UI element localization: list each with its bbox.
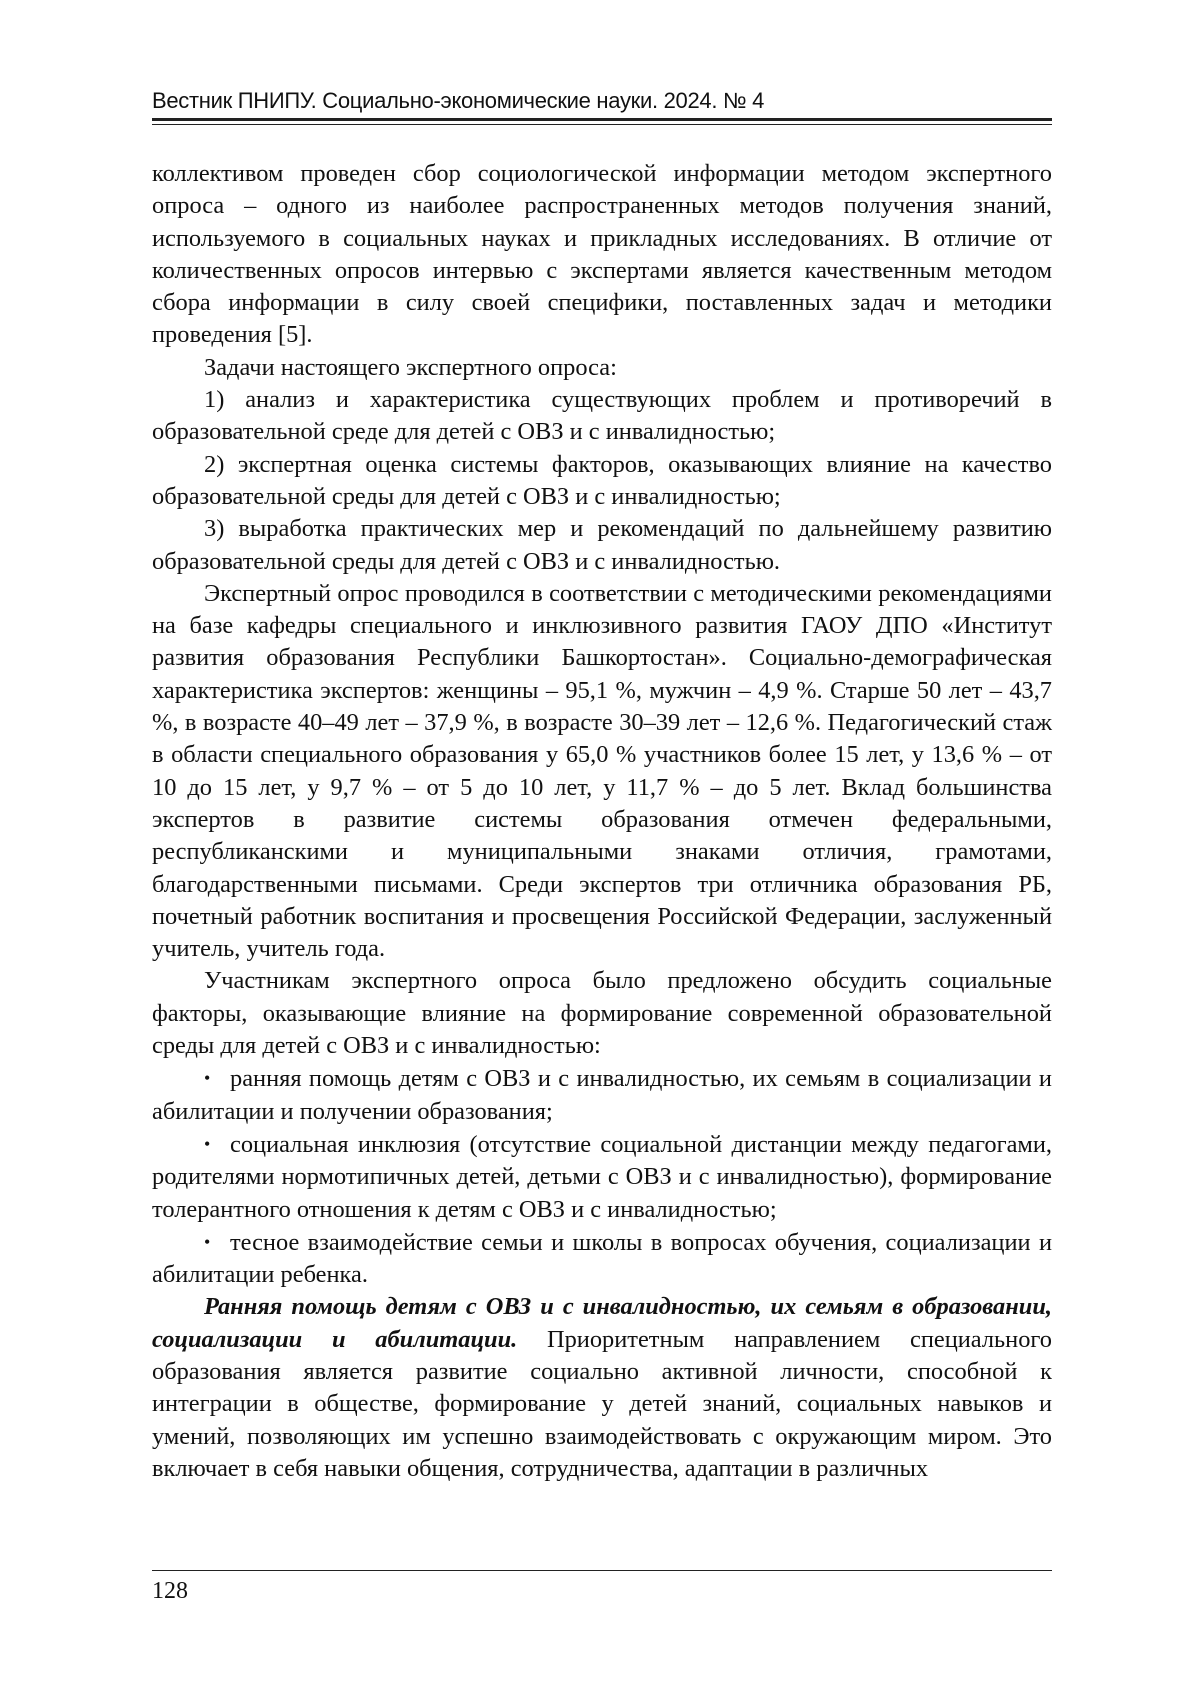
- article-body: [152, 158, 1052, 1485]
- header-rule-thick: [152, 118, 1052, 121]
- bullet-icon: •: [204, 1062, 230, 1094]
- bullet-icon: •: [204, 1128, 230, 1160]
- paragraph-method: коллективом проведен сбор социологической информации методом экспертного опроса – одного из наиболее распространенных методов получения знаний, используемого в социальных науках и прикладных исследованиях. В отличие от количественных опросов интервью с экспертами является качественным методом сбора информации в силу своей специфики, поставленных задач и методики проведения [5].: [152, 158, 1052, 352]
- bullet-icon: •: [204, 1226, 230, 1258]
- paragraph-tasks-intro: Задачи настоящего экспертного опроса:: [152, 352, 1052, 384]
- footer-rule: [152, 1570, 1052, 1571]
- paragraph-factors-intro: Участникам экспертного опроса было предложено обсудить социальные факторы, оказывающие влияние на формирование современной образовательной среды для детей с ОВЗ и с инвалидностью:: [152, 965, 1052, 1062]
- task-item-1: 1) анализ и характеристика существующих проблем и противоречий в образовательной среде для детей с ОВЗ и с инвалидностью;: [152, 384, 1052, 449]
- bullet-text: ранняя помощь детям с ОВЗ и с инвалидностью, их семьям в социализации и абилитации и получении образования;: [152, 1065, 1052, 1124]
- paragraph-demographics: Экспертный опрос проводился в соответствии с методическими рекомендациями на базе кафедры специального и инклюзивного развития ГАОУ ДПО «Институт развития образования Республики Башкортостан». Социально-демографическая характеристика экспертов: женщины – 95,1 %, мужчин – 4,9 %. Старше 50 лет – 43,7 %, в возрасте 40–49 лет – 37,9 %, в возрасте 30–39 лет – 12,6 %. Педагогический стаж в области специального образования у 65,0 % участников более 15 лет, у 13,6 % – от 10 до 15 лет, у 9,7 % – от 5 до 10 лет, у 11,7 % – до 5 лет. Вклад большинства экспертов в развитие системы образования отмечен федеральными, республиканскими и муниципальными знаками отличия, грамотами, благодарственными письмами. Среди экспертов три отличника образования РБ, почетный работник воспитания и просвещения Российской Федерации, заслуженный учитель, учитель года.: [152, 578, 1052, 966]
- bullet-item-family-school: [152, 1226, 1052, 1292]
- bullet-text: тесное взаимодействие семьи и школы в вопросах обучения, социализации и абилитации ребенка.: [152, 1229, 1052, 1288]
- task-item-3: 3) выработка практических мер и рекомендаций по дальнейшему развитию образовательной среды для детей с ОВЗ и с инвалидностью.: [152, 513, 1052, 578]
- running-title: Вестник ПНИПУ. Социально-экономические науки. 2024. № 4: [152, 88, 764, 114]
- bullet-item-early-help: [152, 1062, 1052, 1128]
- header-rule-thin: [152, 124, 1052, 125]
- task-item-2: 2) экспертная оценка системы факторов, оказывающих влияние на качество образовательной среды для детей с ОВЗ и с инвалидностью;: [152, 449, 1052, 514]
- section-text: Приоритетным направлением специального образования является развитие социально активной личности, способной к интеграции в обществе, формирование у детей знаний, социальных навыков и умений, позволяющих им успешно взаимодействовать с окружающим миром. Это включает в себя навыки общения, сотрудничества, адаптации в различных: [152, 1326, 1052, 1482]
- paragraph-early-help: [152, 1291, 1052, 1485]
- bullet-text: социальная инклюзия (отсутствие социальной дистанции между педагогами, родителями нормотипичных детей, детьми с ОВЗ и с инвалидностью), формирование толерантного отношения к детям с ОВЗ и с инвалидностью;: [152, 1131, 1052, 1223]
- bullet-item-inclusion: [152, 1128, 1052, 1226]
- section-run-in-heading: Ранняя помощь детям с ОВЗ и с инвалидностью, их семьям в образовании, социализации и абилитации.: [152, 1293, 1052, 1352]
- page-number: 128: [152, 1578, 188, 1605]
